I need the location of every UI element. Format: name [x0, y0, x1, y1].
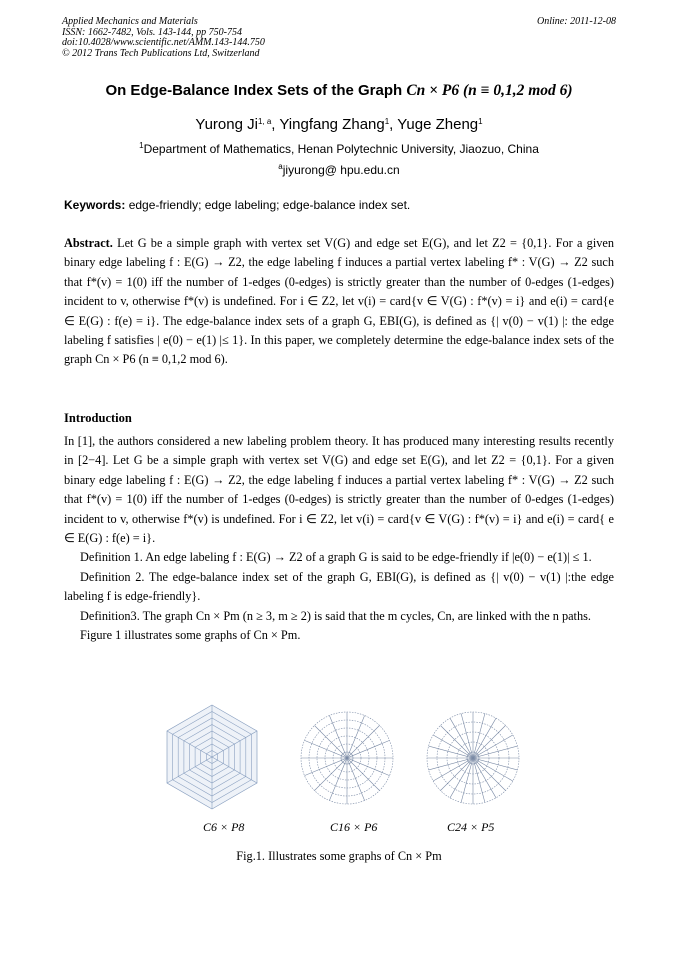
abstract-text: Let G be a simple graph with vertex set V(G) and edge set E(G), and let Z2 = {0,1}. For a given binary edge labeling f : E(G) → Z2, the edge labeling f induces a partial vertex labeling f* : V(G) → Z2 such that f*(v) = 1(0) iff the number of 1-edges (0-edges) is strictly greater than the number of 0-edges (1-edges) incident to v, otherwise f*(v) is undefined. For i ∈ Z2, let v(i) = card{v ∈ V(G) : f*(v) = i} and e(i) = card{e ∈ E(G) : f(e) = i}. The edge-balance index sets of a graph G, EBI(G), is defined as {| v(0) − v(1) |: the edge labeling f satisfies | e(0) − e(1) |≤ 1}. In this paper, we completely determine the edge-balance index sets of the graph Cn × P6 (n ≡ 0,1,2 mod 6). — [64, 236, 615, 367]
keywords-label: Keywords: — [64, 198, 126, 212]
online-date: Online: 2011-12-08 — [537, 16, 616, 27]
introduction-heading: Introduction — [64, 411, 132, 425]
email-address[interactable]: jiyurong@ hpu.edu.cn — [282, 163, 400, 177]
title-math: Cn × P6 (n ≡ 0,1,2 mod 6) — [406, 82, 573, 99]
graph-c24-p5 — [427, 712, 519, 804]
email-line — [40, 163, 638, 177]
author-list: Yurong Ji$^{1, a}$, Yingfang Zhang$^1$, Yuge Zheng$^1$ — [195, 116, 483, 133]
paper-title — [40, 82, 638, 100]
author-1: Yurong Ji — [195, 116, 258, 133]
affiliation-text: Department of Mathematics, Henan Polytechnic University, Jiaozuo, China — [143, 142, 539, 156]
keywords — [64, 198, 614, 212]
affiliation — [40, 142, 638, 156]
figure-1-graphs — [160, 700, 530, 830]
abstract — [64, 234, 614, 370]
author-2: Yingfang Zhang — [279, 116, 385, 133]
keywords-text: edge-friendly; edge labeling; edge-balance index set. — [128, 198, 411, 212]
figure-labels — [0, 820, 678, 840]
intro-paragraph: In [1], the authors considered a new labeling problem theory. It has produced many interesting results recently in [2−4]. Let G be a simple graph with vertex set V(G) and edge set E(G), and let Z2 = {0,1}. For a given binary edge labeling f : E(G) → Z2, the edge labeling f induces a partial vertex labeling f* : V(G) → Z2 such that f*(v) = 1(0) iff the number of 1-edges (0-edges) is strictly greater than the number of 0-edges (1-edges) incident to v, otherwise f*(v) is undefined. For i ∈ Z2, let v(i) = card{v ∈ V(G) : f*(v) = i} and e(i) = card{ e ∈ E(G) : f(e) = i}. — [64, 434, 614, 546]
abstract-label: Abstract. — [64, 236, 113, 250]
figure-label-2: C16 × P6 — [330, 820, 378, 834]
author-1-sup: 1, a — [257, 117, 272, 126]
journal-name: Applied Mechanics and Materials — [62, 16, 198, 27]
graph-c16-p6 — [301, 712, 393, 804]
graph-c6-p8 — [167, 705, 257, 809]
figure-label-3: C24 × P5 — [447, 820, 495, 834]
definition-2: Definition 2. The edge-balance index set of the graph G, EBI(G), is defined as {| v(0) − v(1) |:the edge labeling f is edge-friendly}. — [64, 569, 614, 604]
issn-line: ISSN: 1662-7482, Vols. 143-144, pp 750-754 — [62, 26, 242, 38]
introduction-body — [64, 432, 614, 645]
definition-1: Definition 1. An edge labeling f : E(G) → Z2 of a graph G is said to be edge-friendly if |e(0) − e(1)| ≤ 1. — [80, 550, 592, 565]
title-text: On Edge-Balance Index Sets of the Graph — [105, 82, 403, 99]
figure-caption: Fig.1. Illustrates some graphs of Cn × Pm — [236, 849, 442, 863]
author-3-sup: 1 — [478, 117, 483, 126]
journal-header — [62, 17, 265, 59]
author-2-sup: 1 — [384, 117, 390, 126]
affiliation-sup: 1 — [139, 141, 144, 150]
definition-3: Definition3. The graph Cn × Pm (n ≥ 3, m ≥ 2) is said that the m cycles, Cn, are linked with the n paths. — [80, 608, 591, 623]
copyright-line: © 2012 Trans Tech Publications Ltd, Switzerland — [62, 47, 260, 59]
email-sup: a — [278, 162, 283, 171]
figure-reference: Figure 1 illustrates some graphs of Cn × Pm. — [80, 628, 301, 643]
author-3: Yuge Zheng — [397, 116, 479, 133]
doi-line: doi:10.4028/www.scientific.net/AMM.143-144.750 — [62, 37, 265, 48]
figure-label-1: C6 × P8 — [203, 820, 245, 834]
